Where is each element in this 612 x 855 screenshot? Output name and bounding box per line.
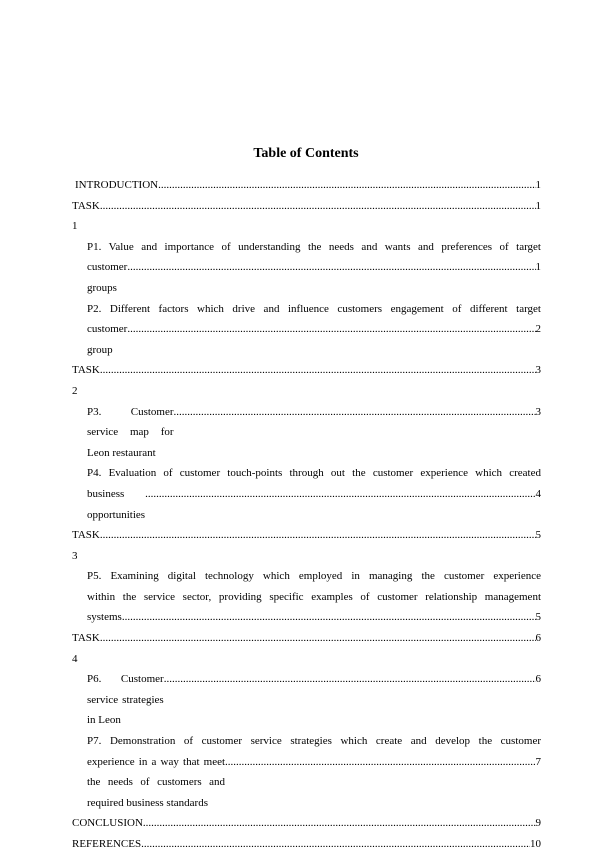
table-of-contents bbox=[72, 175, 541, 855]
toc-page-number: 1 bbox=[535, 179, 541, 191]
toc-entry-label-line: P5. Examining digital technology which employed in managing the customer experience bbox=[87, 570, 541, 583]
toc-entry-task-3[interactable] bbox=[72, 525, 541, 566]
toc-entry-task-4[interactable] bbox=[72, 628, 541, 669]
toc-entry-label: TASK 1 bbox=[72, 199, 100, 233]
toc-entry-task-1[interactable] bbox=[72, 196, 541, 237]
toc-page-number: 7 bbox=[535, 755, 541, 768]
toc-leader-dots bbox=[174, 402, 536, 423]
toc-entry-p5[interactable] bbox=[72, 566, 541, 628]
toc-leader-dots bbox=[100, 196, 536, 217]
toc-entry-label: customer groups bbox=[87, 261, 128, 294]
toc-leader-dots bbox=[100, 360, 536, 381]
toc-leader-dots bbox=[158, 175, 535, 196]
toc-entry-label: systems bbox=[87, 611, 122, 624]
toc-leader-dots bbox=[100, 525, 536, 546]
toc-entry-label: P3. Customer service map for Leon restaurant bbox=[87, 405, 174, 459]
toc-entry-label: INTRODUCTION bbox=[75, 179, 159, 191]
toc-entry-label: REFERENCES bbox=[72, 838, 142, 850]
toc-entry-task-2[interactable] bbox=[72, 360, 541, 401]
toc-entry-label: business opportunities bbox=[87, 487, 146, 521]
toc-leader-dots bbox=[127, 319, 535, 340]
toc-entry-p6[interactable] bbox=[72, 669, 541, 731]
toc-entry-introduction[interactable] bbox=[72, 175, 541, 196]
toc-entry-label-line: within the service sector, providing specific examples of customer relationship management bbox=[87, 590, 541, 603]
toc-page-number: 3 bbox=[535, 364, 541, 377]
toc-page-number: 6 bbox=[535, 673, 541, 686]
toc-leader-dots bbox=[141, 834, 530, 855]
toc-page-number: 9 bbox=[535, 817, 541, 830]
toc-entry-label: experience in a way that meet the needs of customers and required business standards bbox=[87, 755, 226, 809]
toc-page-number: 1 bbox=[535, 261, 541, 274]
toc-entry-p4[interactable] bbox=[72, 463, 541, 525]
toc-leader-dots bbox=[164, 669, 536, 690]
toc-entry-label: CONCLUSION bbox=[72, 817, 143, 830]
toc-entry-label: TASK 3 bbox=[72, 529, 100, 562]
toc-leader-dots bbox=[122, 607, 536, 628]
toc-entry-label: customer group bbox=[87, 323, 128, 356]
toc-entry-label-line: P1. Value and importance of understanding the needs and wants and preferences of target bbox=[87, 240, 541, 253]
toc-entry-conclusion[interactable] bbox=[72, 813, 541, 834]
toc-entry-p2[interactable] bbox=[72, 299, 541, 361]
toc-leader-dots bbox=[145, 484, 535, 505]
toc-leader-dots bbox=[143, 813, 536, 834]
toc-entry-label-line: P2. Different factors which drive and influence customers engagement of different target bbox=[87, 302, 541, 315]
toc-entry-label: P6. Customer service strategies in Leon bbox=[87, 673, 164, 727]
toc-entry-p1[interactable] bbox=[72, 237, 541, 299]
toc-entry-p3[interactable] bbox=[72, 402, 541, 464]
toc-entry-label-line: P4. Evaluation of customer touch-points through out the customer experience which created bbox=[87, 467, 541, 480]
toc-leader-dots bbox=[100, 628, 536, 649]
toc-entry-label-line: P7. Demonstration of customer service strategies which create and develop the customer bbox=[87, 735, 541, 748]
toc-page-number: 5 bbox=[535, 529, 541, 542]
toc-entry-label: TASK 2 bbox=[72, 364, 100, 397]
toc-page-number: 5 bbox=[535, 611, 541, 624]
toc-entry-label: TASK 4 bbox=[72, 632, 100, 665]
toc-leader-dots bbox=[225, 752, 535, 773]
toc-page-number: 2 bbox=[535, 323, 541, 336]
toc-entry-references[interactable] bbox=[72, 834, 541, 855]
toc-page-number: 3 bbox=[535, 405, 541, 418]
toc-page-number: 1 bbox=[535, 199, 541, 212]
toc-leader-dots bbox=[127, 257, 535, 278]
toc-entry-p7[interactable] bbox=[72, 731, 541, 813]
toc-page-number: 10 bbox=[530, 838, 541, 850]
toc-page-number: 4 bbox=[535, 487, 541, 500]
toc-title: Table of Contents bbox=[253, 146, 359, 161]
toc-page-number: 6 bbox=[535, 632, 541, 645]
